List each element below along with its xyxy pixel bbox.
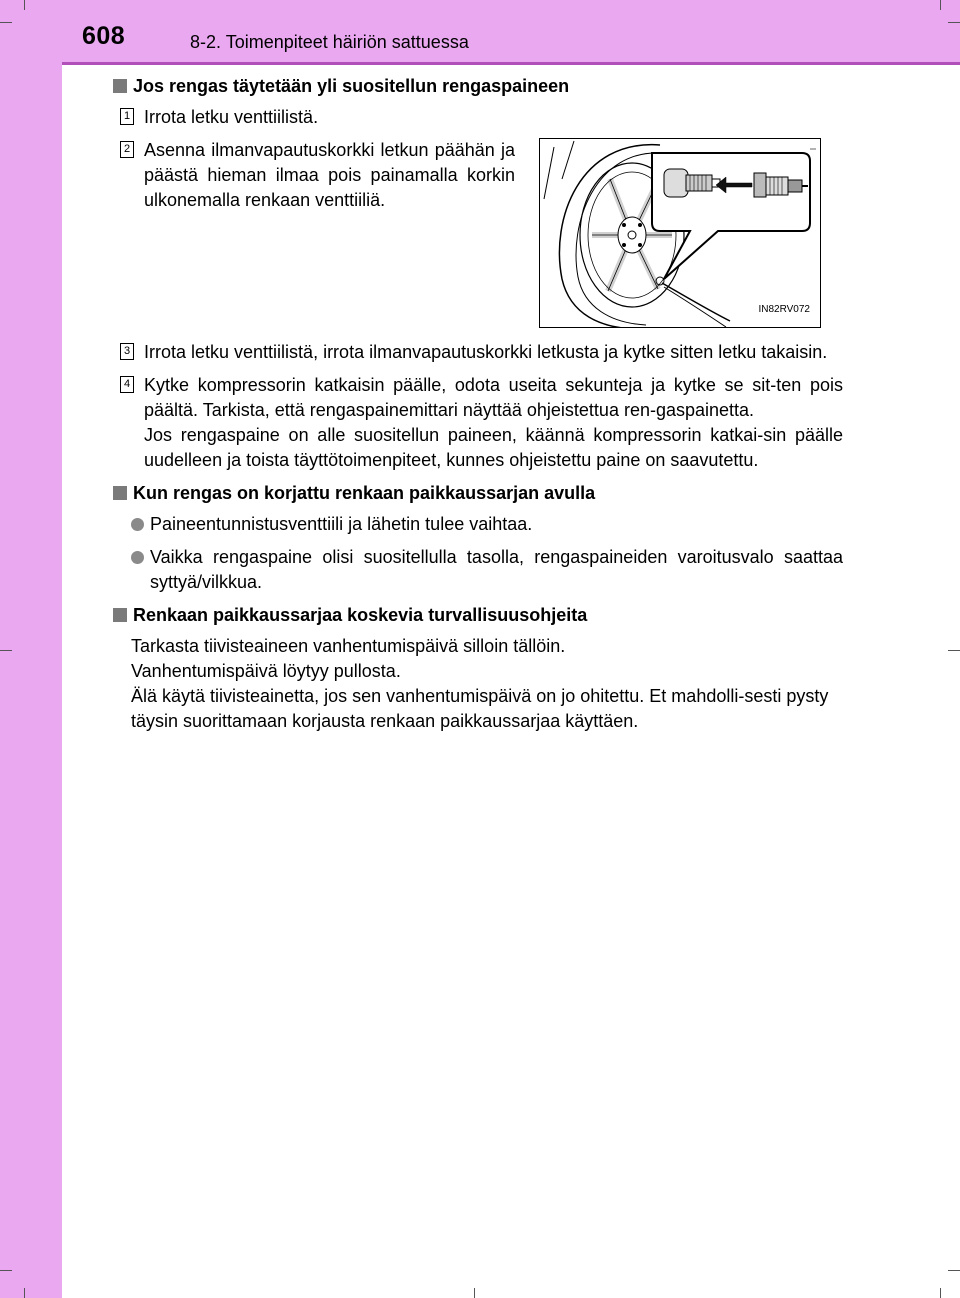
step-number: 1 — [120, 108, 134, 125]
bullet-text: Vaikka rengaspaine olisi suositellulla tasolla, rengaspaineiden varoitusvalo saattaa syttyä/vilkkua. — [150, 547, 843, 592]
step-1 — [111, 105, 843, 130]
step-text: Kytke kompressorin katkaisin päälle, odota useita sekunteja ja kytke se sit-ten pois päältä. Tarkista, että rengaspainemittari näyttää ohjeistettua ren-gaspainetta. — [144, 375, 843, 420]
header-rule — [62, 62, 960, 65]
crop-mark — [24, 0, 25, 10]
paragraph-line: Älä käytä tiivisteainetta, jos sen vanhentumispäivä on jo ohitettu. Et mahdolli-sesti pysty täysin suorittamaan korjausta renkaan paikkaussarjaa käyttäen. — [131, 686, 829, 731]
section-heading-text: Kun rengas on korjattu renkaan paikkaussarjan avulla — [133, 483, 596, 503]
crop-mark — [0, 22, 12, 23]
crop-mark — [948, 1270, 960, 1271]
bullet-text: Paineentunnistusventtiili ja lähetin tulee vaihtaa. — [150, 514, 533, 534]
step-2-row — [111, 138, 843, 328]
step-3 — [111, 340, 843, 365]
crop-mark — [0, 650, 12, 651]
tire-valve-illustration — [539, 138, 821, 328]
paragraph-line: Tarkasta tiivisteaineen vanhentumispäivä silloin tällöin. — [131, 636, 566, 656]
step-text: Irrota letku venttiilistä, irrota ilmanvapautuskorkki letkusta ja kytke sitten letku takaisin. — [144, 342, 828, 362]
crop-mark — [940, 0, 941, 10]
section-heading — [111, 481, 843, 506]
section-heading — [111, 603, 843, 628]
crop-mark — [948, 650, 960, 651]
crop-mark — [948, 22, 960, 23]
crop-mark — [940, 1288, 941, 1298]
step-4 — [111, 373, 843, 473]
crop-mark — [24, 1288, 25, 1298]
section-title: 8-2. Toimenpiteet häiriön sattuessa — [190, 32, 469, 52]
bullet-item — [111, 545, 843, 595]
safety-paragraph — [111, 634, 843, 734]
page-content — [111, 74, 843, 734]
section-heading-text: Renkaan paikkaussarjaa koskevia turvallisuusohjeita — [133, 605, 588, 625]
step-text: Asenna ilmanvapautuskorkki letkun päähän ja päästä hieman ilmaa pois painamalla korkin ulkonemalla renkaan venttiiliä. — [144, 140, 515, 210]
crop-mark — [0, 1270, 12, 1271]
step-2 — [111, 138, 515, 213]
circle-bullet-icon — [131, 518, 144, 531]
bullet-item — [111, 512, 843, 537]
step-number: 2 — [120, 141, 134, 158]
step-text-block — [144, 373, 843, 473]
figure-code: IN82RV072 — [758, 304, 810, 315]
page-number: 608 — [82, 22, 126, 50]
step-text-continued: Jos rengaspaine on alle suositellun paineen, käännä kompressorin katkai-sin päälle uudelleen ja toista täyttötoimenpiteet, kunnes ohjeistettu paine on saavutettu. — [144, 425, 843, 470]
step-number: 3 — [120, 343, 134, 360]
square-bullet-icon — [113, 486, 127, 500]
left-color-band — [0, 0, 62, 1298]
section-heading — [111, 74, 843, 99]
paragraph-line: Vanhentumispäivä löytyy pullosta. — [131, 661, 401, 681]
step-text: Irrota letku venttiilistä. — [144, 107, 319, 127]
step-number: 4 — [120, 376, 134, 393]
section-heading-text: Jos rengas täytetään yli suositellun rengaspaineen — [133, 76, 570, 96]
square-bullet-icon — [113, 79, 127, 93]
square-bullet-icon — [113, 608, 127, 622]
crop-mark — [474, 1288, 475, 1298]
circle-bullet-icon — [131, 551, 144, 564]
